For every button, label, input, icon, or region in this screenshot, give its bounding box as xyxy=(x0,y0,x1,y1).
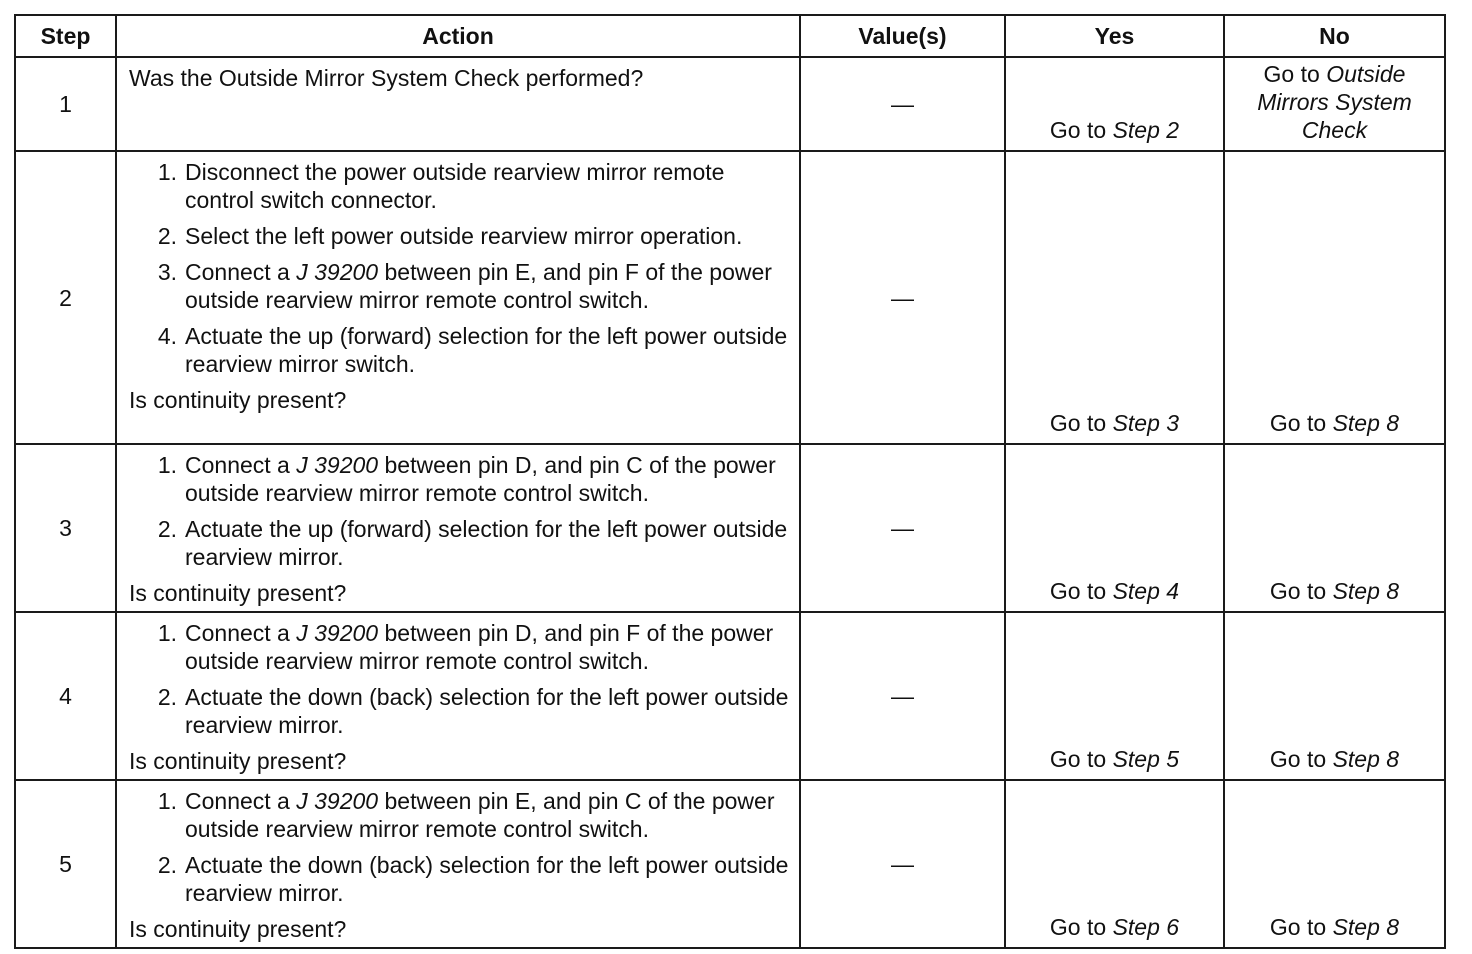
no-cell[interactable] xyxy=(1224,612,1445,780)
substep-text: Select the left power outside rearview mirror operation. xyxy=(185,223,743,249)
no-target: Step 8 xyxy=(1332,410,1400,436)
substep-text: Connect a J 39200 between pin D, and pin F of the power outside rearview mirror remote control switch. xyxy=(185,620,774,674)
header-step: Step xyxy=(15,15,116,57)
header-values: Value(s) xyxy=(800,15,1005,57)
substep-number: 1. xyxy=(157,452,177,478)
substep-text: Actuate the up (forward) selection for the left power outside rearview mirror. xyxy=(185,516,788,570)
no-target-part: Mirrors xyxy=(1257,89,1329,115)
action-question: Is continuity present? xyxy=(129,580,347,606)
substep xyxy=(129,222,789,250)
no-target: Step 8 xyxy=(1332,578,1400,604)
substep xyxy=(129,683,789,739)
substep-number: 1. xyxy=(157,788,177,814)
yes-cell[interactable] xyxy=(1005,612,1224,780)
value-cell: — xyxy=(800,612,1005,780)
no-cell[interactable] xyxy=(1224,151,1445,444)
substep-text: Actuate the up (forward) selection for the left power outside rearview mirror switch. xyxy=(185,323,788,377)
table-row xyxy=(15,444,1445,612)
no-cell[interactable] xyxy=(1224,57,1445,151)
substep-number: 2. xyxy=(157,852,177,878)
table-row xyxy=(15,57,1445,151)
substep-number: 2. xyxy=(157,684,177,710)
go-to-label: Go to xyxy=(1263,61,1320,87)
action-cell xyxy=(116,151,800,444)
substep xyxy=(129,787,789,843)
table-row xyxy=(15,151,1445,444)
go-to-label: Go to xyxy=(1269,746,1327,772)
tool-name: J 39200 xyxy=(296,620,379,646)
action-question: Is continuity present? xyxy=(129,748,347,774)
substep-list xyxy=(129,787,789,907)
yes-target: Step 6 xyxy=(1112,914,1180,940)
substep-number: 4. xyxy=(157,323,177,349)
header-no: No xyxy=(1224,15,1445,57)
substep-number: 3. xyxy=(157,259,177,285)
tool-name: J 39200 xyxy=(296,788,379,814)
yes-target: Step 5 xyxy=(1112,746,1180,772)
action-cell xyxy=(116,57,800,151)
no-cell[interactable] xyxy=(1224,444,1445,612)
header-action: Action xyxy=(116,15,800,57)
action-question: Is continuity present? xyxy=(129,916,347,942)
tool-name: J 39200 xyxy=(296,259,379,285)
go-to-label: Go to xyxy=(1269,410,1327,436)
substep-text: Actuate the down (back) selection for the left power outside rearview mirror. xyxy=(185,684,789,738)
action-cell xyxy=(116,444,800,612)
step-number: 3 xyxy=(15,444,116,612)
substep-number: 1. xyxy=(157,620,177,646)
value-cell: — xyxy=(800,151,1005,444)
step-number: 4 xyxy=(15,612,116,780)
substep-text: Disconnect the power outside rearview mirror remote control switch connector. xyxy=(185,159,725,213)
substep-number: 2. xyxy=(157,516,177,542)
go-to-label: Go to xyxy=(1049,117,1107,143)
substep xyxy=(129,258,789,314)
value-cell: — xyxy=(800,444,1005,612)
action-cell xyxy=(116,612,800,780)
no-target-line-1 xyxy=(1225,60,1444,88)
yes-target: Step 3 xyxy=(1112,410,1180,436)
no-target: Step 8 xyxy=(1332,746,1400,772)
yes-cell[interactable] xyxy=(1005,151,1224,444)
substep xyxy=(129,158,789,214)
substep-text: Connect a J 39200 between pin E, and pin C of the power outside rearview mirror remote control switch. xyxy=(185,788,775,842)
yes-target: Step 4 xyxy=(1112,578,1180,604)
table-row xyxy=(15,780,1445,948)
header-yes: Yes xyxy=(1005,15,1224,57)
substep-number: 2. xyxy=(157,223,177,249)
substep xyxy=(129,451,789,507)
action-question: Was the Outside Mirror System Check performed? xyxy=(129,65,644,91)
diagnostic-table xyxy=(14,14,1446,949)
go-to-label: Go to xyxy=(1049,914,1107,940)
substep xyxy=(129,851,789,907)
value-cell: — xyxy=(800,57,1005,151)
substep xyxy=(129,515,789,571)
go-to-label: Go to xyxy=(1049,578,1107,604)
substep-list xyxy=(129,451,789,571)
header-row xyxy=(15,15,1445,57)
go-to-label: Go to xyxy=(1049,410,1107,436)
step-number: 1 xyxy=(15,57,116,151)
tool-name: J 39200 xyxy=(296,452,379,478)
yes-cell[interactable] xyxy=(1005,444,1224,612)
action-cell xyxy=(116,780,800,948)
action-question: Is continuity present? xyxy=(129,387,347,413)
yes-target: Step 2 xyxy=(1112,117,1180,143)
substep-text: Actuate the down (back) selection for the left power outside rearview mirror. xyxy=(185,852,789,906)
go-to-label: Go to xyxy=(1049,746,1107,772)
no-cell[interactable] xyxy=(1224,780,1445,948)
table-row xyxy=(15,612,1445,780)
step-number: 2 xyxy=(15,151,116,444)
no-target-part: Outside xyxy=(1326,61,1406,87)
go-to-label: Go to xyxy=(1269,578,1327,604)
yes-cell[interactable] xyxy=(1005,780,1224,948)
substep xyxy=(129,619,789,675)
no-target: Step 8 xyxy=(1332,914,1400,940)
substep-text: Connect a J 39200 between pin E, and pin F of the power outside rearview mirror remote control switch. xyxy=(185,259,772,313)
substep-list xyxy=(129,619,789,739)
substep xyxy=(129,322,789,378)
step-number: 5 xyxy=(15,780,116,948)
substep-number: 1. xyxy=(157,159,177,185)
no-target-part: System Check xyxy=(1301,89,1412,143)
substep-text: Connect a J 39200 between pin D, and pin C of the power outside rearview mirror remote control switch. xyxy=(185,452,776,506)
yes-cell[interactable] xyxy=(1005,57,1224,151)
value-cell: — xyxy=(800,780,1005,948)
substep-list xyxy=(129,158,789,378)
go-to-label: Go to xyxy=(1269,914,1327,940)
